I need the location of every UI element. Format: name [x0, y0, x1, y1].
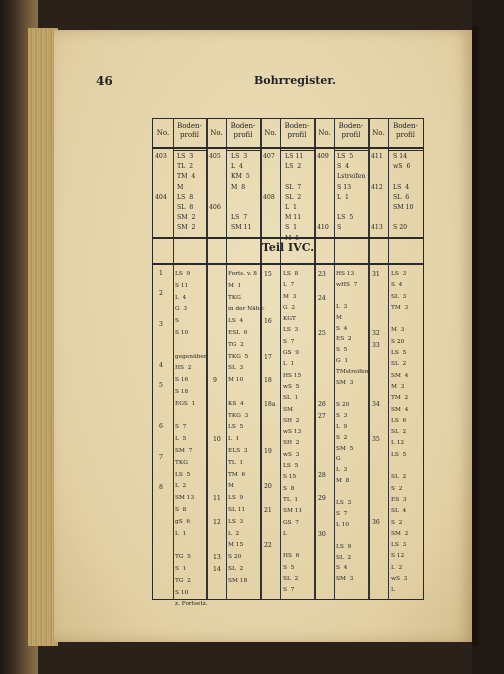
running-title: Bohrregister.: [254, 74, 336, 87]
header-no: No.: [156, 129, 170, 137]
register-table: [152, 118, 424, 608]
profile-column: LS 9 S 11 L 4 G 3 S S 10 gegenüber: HS 2 S 16 S 18 EGS 1 S 7 L 5 SM 7 TKG LS 5 L 2 SM 13 S 8 gS 6 L 1 TG 5 S 1 TG 2 S 10 z. Fortsetz.: [175, 271, 209, 608]
header-no: No.: [264, 129, 277, 137]
profile-column: LS 11 LS 2 SL 7 SL 2 L 1 M 11 S 1: [285, 153, 304, 232]
number-column: 1 2 3 4 5 6 7 8: [159, 270, 163, 492]
profile-column: LS 3 L 4 KM 5 M 8 LS 7 SM 11: [231, 153, 252, 232]
section-title: Teil IVC.: [261, 241, 315, 254]
number-column: 31 32 33 34 35 36: [372, 271, 380, 526]
grid-line: [226, 119, 227, 599]
number-column: 23 24 25 26 27 28 29 30: [318, 271, 326, 538]
grid-line: [334, 119, 335, 599]
profile-column: LS 8 L 7 M 3 G 2 KGT LS 3 S 7 GS 9 L 1 HS 15 wS 5 SL 1 SM SH 2 wS 13 SH 2 wS 3 LS 5 S 15 S 8 TL 1 SM 11 GS 7 L HS 6 S 5 SL 2 S 7: [283, 271, 303, 594]
grid-line: [315, 119, 316, 599]
header-no: No.: [372, 129, 385, 137]
right-background: [472, 0, 504, 674]
number-column: 411 412 413: [371, 153, 383, 232]
profile-column: LS 3 S 4 SL 3 TM 3 M 3 S 20 LS 5 SL 2 SM 4 M 3 TM 2 SM 4 LS 6 SL 2 L 12 LS 5 SL 2 S 2 ES 3 SL 4 S 2 SM 2 LS 3 S 12 L 2 wS 3 L: [391, 271, 409, 594]
grid-line: [369, 119, 370, 599]
header-no: No.: [318, 129, 331, 137]
profile-column: LS 5 S 4 Lstreifen S 13 L 1 LS 5 S: [337, 153, 366, 232]
profile-column: Forts. v. 8 M 1 TKG in der Nähe: LS 4 ESL 6 TG 2 TKG 5 SL 3 M 10 KS 4 TKG 3 LS 5 L 1 ELS 3 TL 1 TM 6 M LS 9 SL 11 LS 3 L 2 M 15 S 20 SL 2 SM 18: [228, 271, 265, 584]
profile-column: LS 3 TL 2 TM 4 M LS 8 SL 8 SM 2 SM 2: [177, 153, 196, 232]
number-column: 403 404: [155, 153, 167, 201]
page-number: 46: [96, 74, 113, 88]
header-profil: Boden- profil: [226, 122, 260, 151]
header-profil: Boden- profil: [334, 122, 368, 151]
number-column: 9 10 11 12 13 14: [213, 377, 221, 573]
grid-line: [280, 119, 281, 599]
header-profil: Boden- profil: [173, 122, 206, 151]
header-profil: Boden- profil: [280, 122, 314, 151]
section-rule: [153, 237, 423, 239]
header-no: No.: [210, 129, 223, 137]
number-column: 405 406: [209, 153, 221, 212]
grid-line: [388, 119, 389, 599]
number-column: 15 16 17 18 18a 19 20 21 22: [264, 271, 276, 550]
header-rule: [153, 147, 423, 149]
section-rule: [153, 263, 423, 265]
profile-column: S 14 wS 6 LS 4 SL 6 SM 10 S 20: [393, 153, 414, 232]
number-column: 407 408: [263, 153, 275, 201]
header-profil: Boden- profil: [388, 122, 423, 151]
grid-line: [173, 119, 174, 599]
number-column: 409 410: [317, 153, 329, 232]
profile-column: HS 13 wHS 7 L 3 M S 4 ES 2 S 5 G 1 TMstreifen SM 3 S 20 S 3 L 9 S 2 SM 5 G L 3 M 8 LS 3 S 7 L 10 LS 9 SL 2 S 4 SM 3: [336, 271, 369, 583]
